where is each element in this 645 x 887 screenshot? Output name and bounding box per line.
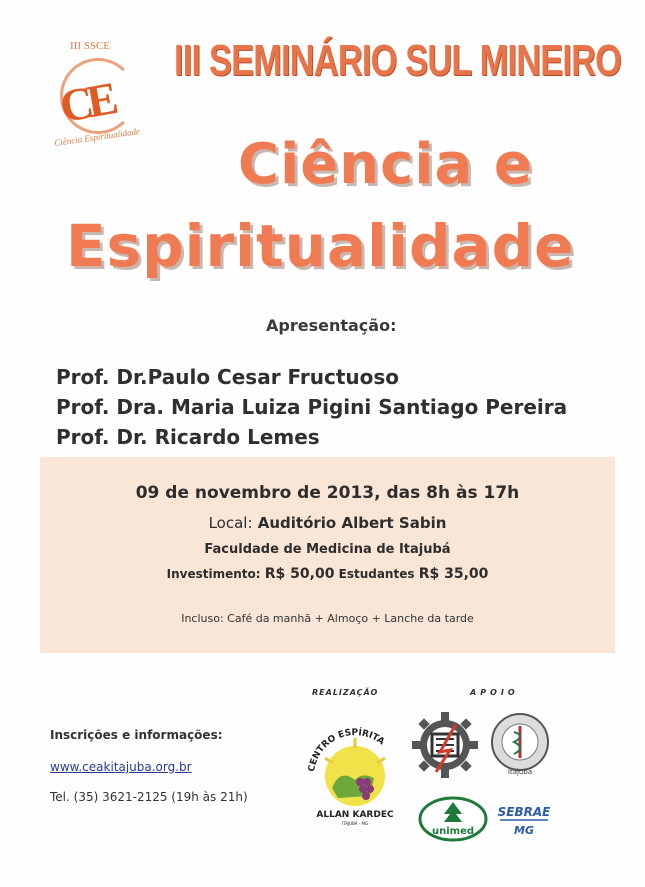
centro-bottom-text: ALLAN KARDEC [316,810,394,820]
unimed-label: unimed [431,826,475,837]
event-faculty: Faculdade de Medicina de Itajubá [204,542,451,557]
realizacao-label: REALIZAÇÃO [312,688,379,697]
event-location [40,514,615,532]
event-date: 09 de novembro de 2013, das 8h às 17h [135,483,520,503]
centro-espirita-logo [300,718,410,828]
apoio-label: APOIO [470,688,519,697]
students-label: Estudantes [338,567,415,581]
med-logo-label: Itajubá [507,768,533,776]
contact-heading: Inscrições e informações: [50,728,223,742]
sebrae-sub: MG [514,824,534,837]
engineering-gear-logo [410,710,480,780]
presentation-label: Apresentação: [266,316,397,335]
centro-top-text: CENTRO ESPÍRITA [307,727,387,773]
website-link[interactable]: www.ceakitajuba.org.br [50,760,192,774]
included-items: Incluso: Café da manhã + Almoço + Lanche da tarde [181,612,474,625]
event-investment [40,566,615,582]
investment-value: R$ 50,00 [264,566,335,582]
phone-number: Tel. (35) 3621-2125 (19h às 21h) [50,790,248,804]
logo-top-text: III SSCE [70,40,111,52]
title-line-3: Espiritualidade [66,212,575,280]
seminar-logo [50,36,162,156]
students-value: R$ 35,00 [418,566,489,582]
speaker-2: Prof. Dra. Maria Luiza Pigini Santiago Pereira [56,395,568,419]
faculdade-medicina-logo [488,712,552,776]
title-line-1: III SEMINÁRIO SUL MINEIRO [174,36,622,85]
sebrae-logo [494,800,554,842]
investment-label: Investimento: [166,567,261,581]
location-label: Local: [208,514,253,532]
logo-arc-text: Ciência Espiritualidade [53,126,141,148]
speaker-3: Prof. Dr. Ricardo Lemes [56,425,320,449]
centro-city-text: ITAJUBÁ - MG [341,821,369,826]
logo-letters: CE [55,72,116,133]
unimed-logo [418,796,488,842]
title-line-2: Ciência e [238,132,533,197]
sebrae-label: SEBRAE [497,805,551,819]
location-value: Auditório Albert Sabin [257,514,447,532]
speaker-1: Prof. Dr.Paulo Cesar Fructuoso [56,365,400,389]
